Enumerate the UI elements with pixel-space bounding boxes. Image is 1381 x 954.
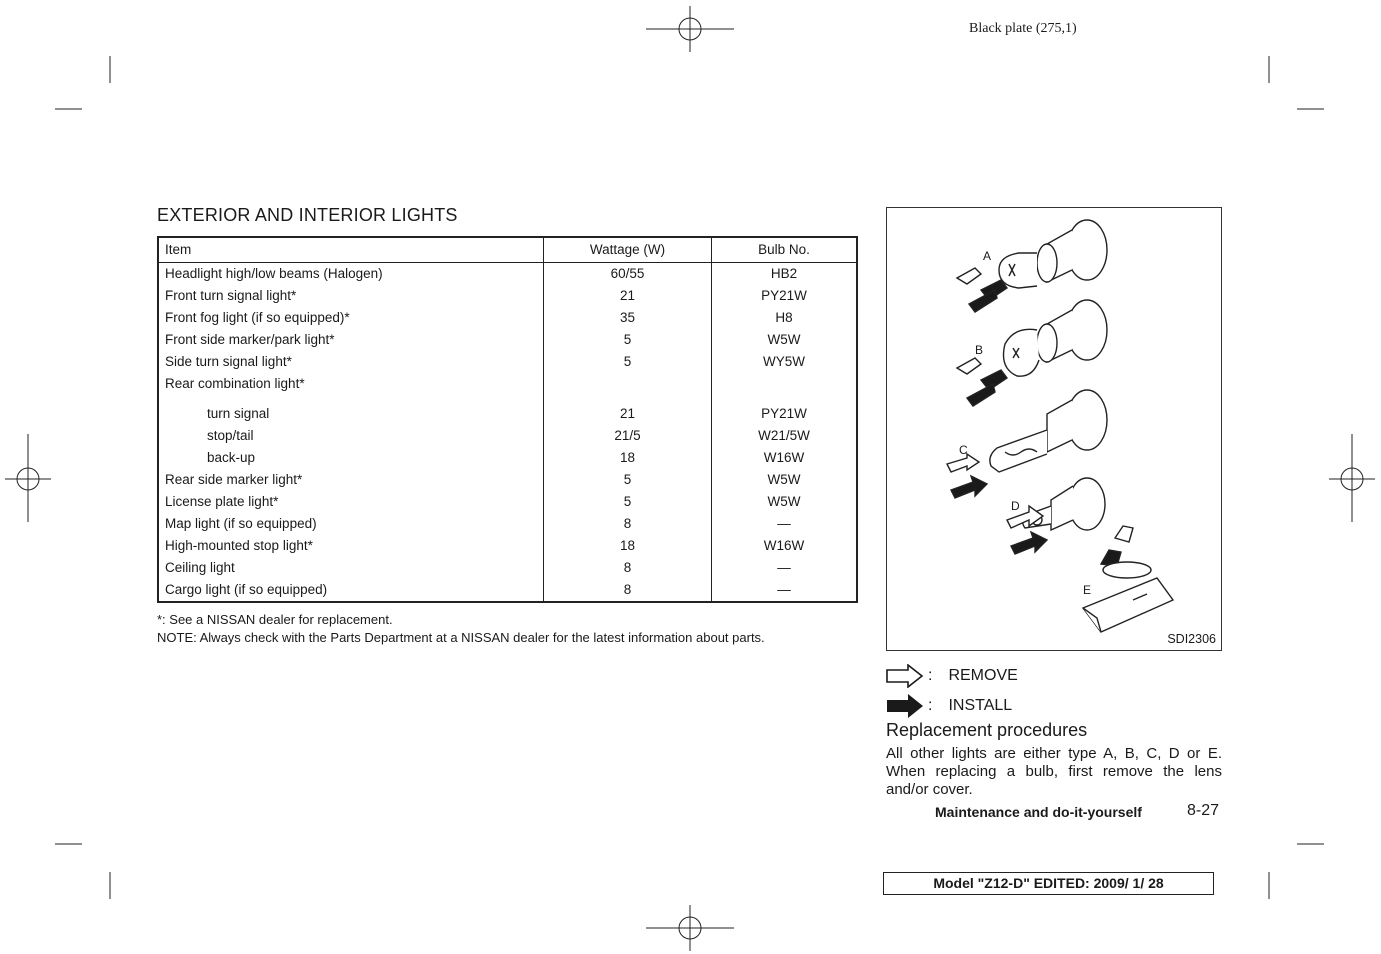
wattage-cell: 21/5 — [544, 425, 712, 447]
table-row — [158, 469, 857, 491]
bulb-illustration — [887, 208, 1221, 650]
item-cell: stop/tail — [158, 425, 544, 447]
column-header-wattage: Wattage (W) — [544, 237, 712, 263]
item-cell: Headlight high/low beams (Halogen) — [158, 263, 544, 286]
page-number: 8-27 — [1187, 802, 1220, 819]
item-cell: turn signal — [158, 403, 544, 425]
bulb-e-illustration — [1083, 526, 1173, 632]
legend-remove: : REMOVE — [886, 664, 1018, 688]
wattage-cell: 21 — [544, 285, 712, 307]
item-cell: High-mounted stop light* — [158, 535, 544, 557]
column-header-bulb: Bulb No. — [712, 237, 858, 263]
outline-arrow-icon — [886, 664, 924, 688]
table-row — [158, 491, 857, 513]
figure-label-e: E — [1083, 583, 1092, 597]
parts-note: NOTE: Always check with the Parts Department at a NISSAN dealer for the latest information about parts. — [157, 630, 765, 645]
table-row — [158, 263, 857, 286]
plate-label: Black plate (275,1) — [969, 21, 1077, 36]
procedures-title: Replacement procedures — [886, 720, 1088, 740]
wattage-cell: 21 — [544, 403, 712, 425]
item-cell: License plate light* — [158, 491, 544, 513]
bulb-cell: W21/5W — [758, 428, 810, 443]
bulb-cell: W5W — [767, 332, 801, 347]
table-row — [158, 425, 857, 447]
bulb-types-figure — [886, 207, 1222, 651]
table-row — [158, 329, 857, 351]
wattage-cell: 8 — [544, 579, 712, 602]
item-cell: Ceiling light — [158, 557, 544, 579]
figure-label-a: A — [983, 249, 992, 263]
table-row — [158, 579, 857, 602]
wattage-cell: 8 — [544, 557, 712, 579]
wattage-cell: 5 — [544, 469, 712, 491]
bulb-cell: W16W — [763, 538, 805, 553]
bulb-cell: — — [777, 516, 791, 531]
item-cell: Front fog light (if so equipped)* — [158, 307, 544, 329]
table-row — [158, 285, 857, 307]
bulb-cell: W5W — [767, 472, 801, 487]
bulb-cell: HB2 — [770, 266, 798, 281]
wattage-cell: 18 — [544, 447, 712, 469]
item-cell: Front side marker/park light* — [158, 329, 544, 351]
wattage-cell: 18 — [544, 535, 712, 557]
bulb-cell — [712, 373, 858, 403]
table-row — [158, 307, 857, 329]
item-cell: Rear combination light* — [158, 373, 544, 403]
legend-install-label: INSTALL — [948, 697, 1013, 714]
figure-label-c: C — [959, 443, 968, 457]
table-row — [158, 535, 857, 557]
wattage-cell: 8 — [544, 513, 712, 535]
table-row — [158, 373, 857, 403]
table-row — [158, 351, 857, 373]
bulb-cell: W16W — [763, 450, 805, 465]
bulb-a-illustration — [957, 220, 1107, 312]
registration-mark-left — [5, 434, 51, 522]
bulb-cell: — — [777, 582, 791, 597]
wattage-cell: 5 — [544, 329, 712, 351]
registration-mark-bottom — [646, 905, 734, 951]
item-cell: Rear side marker light* — [158, 469, 544, 491]
bulb-cell: H8 — [775, 310, 793, 325]
wattage-cell: 60/55 — [544, 263, 712, 286]
figure-label-d: D — [1011, 499, 1020, 513]
bulb-cell: PY21W — [761, 288, 807, 303]
bulb-d-illustration — [1007, 478, 1105, 554]
procedures-text: All other lights are either type A, B, C, D or E. When replacing a bulb, first remove the lens and/or cover. — [886, 745, 1222, 798]
item-cell: Cargo light (if so equipped) — [158, 579, 544, 602]
bulb-cell: — — [777, 560, 791, 575]
table-row — [158, 557, 857, 579]
filled-arrow-icon — [886, 693, 924, 719]
wattage-cell: 35 — [544, 307, 712, 329]
item-cell: Map light (if so equipped) — [158, 513, 544, 535]
wattage-cell: 5 — [544, 351, 712, 373]
legend-remove-label: REMOVE — [948, 667, 1018, 684]
figure-code: SDI2306 — [1167, 632, 1216, 646]
item-cell: Front turn signal light* — [158, 285, 544, 307]
table-row — [158, 403, 857, 425]
wattage-cell: 5 — [544, 491, 712, 513]
bulb-cell: W5W — [767, 494, 801, 509]
table-header-row — [158, 237, 857, 263]
registration-mark-top — [646, 6, 734, 52]
bulb-cell: PY21W — [761, 406, 807, 421]
section-title: EXTERIOR AND INTERIOR LIGHTS — [157, 205, 458, 225]
model-edit-box: Model "Z12-D" EDITED: 2009/ 1/ 28 — [883, 872, 1214, 895]
item-cell: back-up — [158, 447, 544, 469]
item-cell: Side turn signal light* — [158, 351, 544, 373]
lights-table — [157, 236, 858, 603]
bulb-cell: WY5W — [763, 354, 805, 369]
figure-label-b: B — [975, 343, 984, 357]
footnote: *: See a NISSAN dealer for replacement. — [157, 612, 393, 627]
registration-mark-right — [1329, 434, 1375, 522]
table-row — [158, 513, 857, 535]
wattage-cell — [544, 373, 712, 403]
column-header-item: Item — [158, 237, 544, 263]
legend-install: : INSTALL — [886, 693, 1012, 719]
footer-section-title: Maintenance and do-it-yourself — [935, 804, 1142, 820]
table-row — [158, 447, 857, 469]
